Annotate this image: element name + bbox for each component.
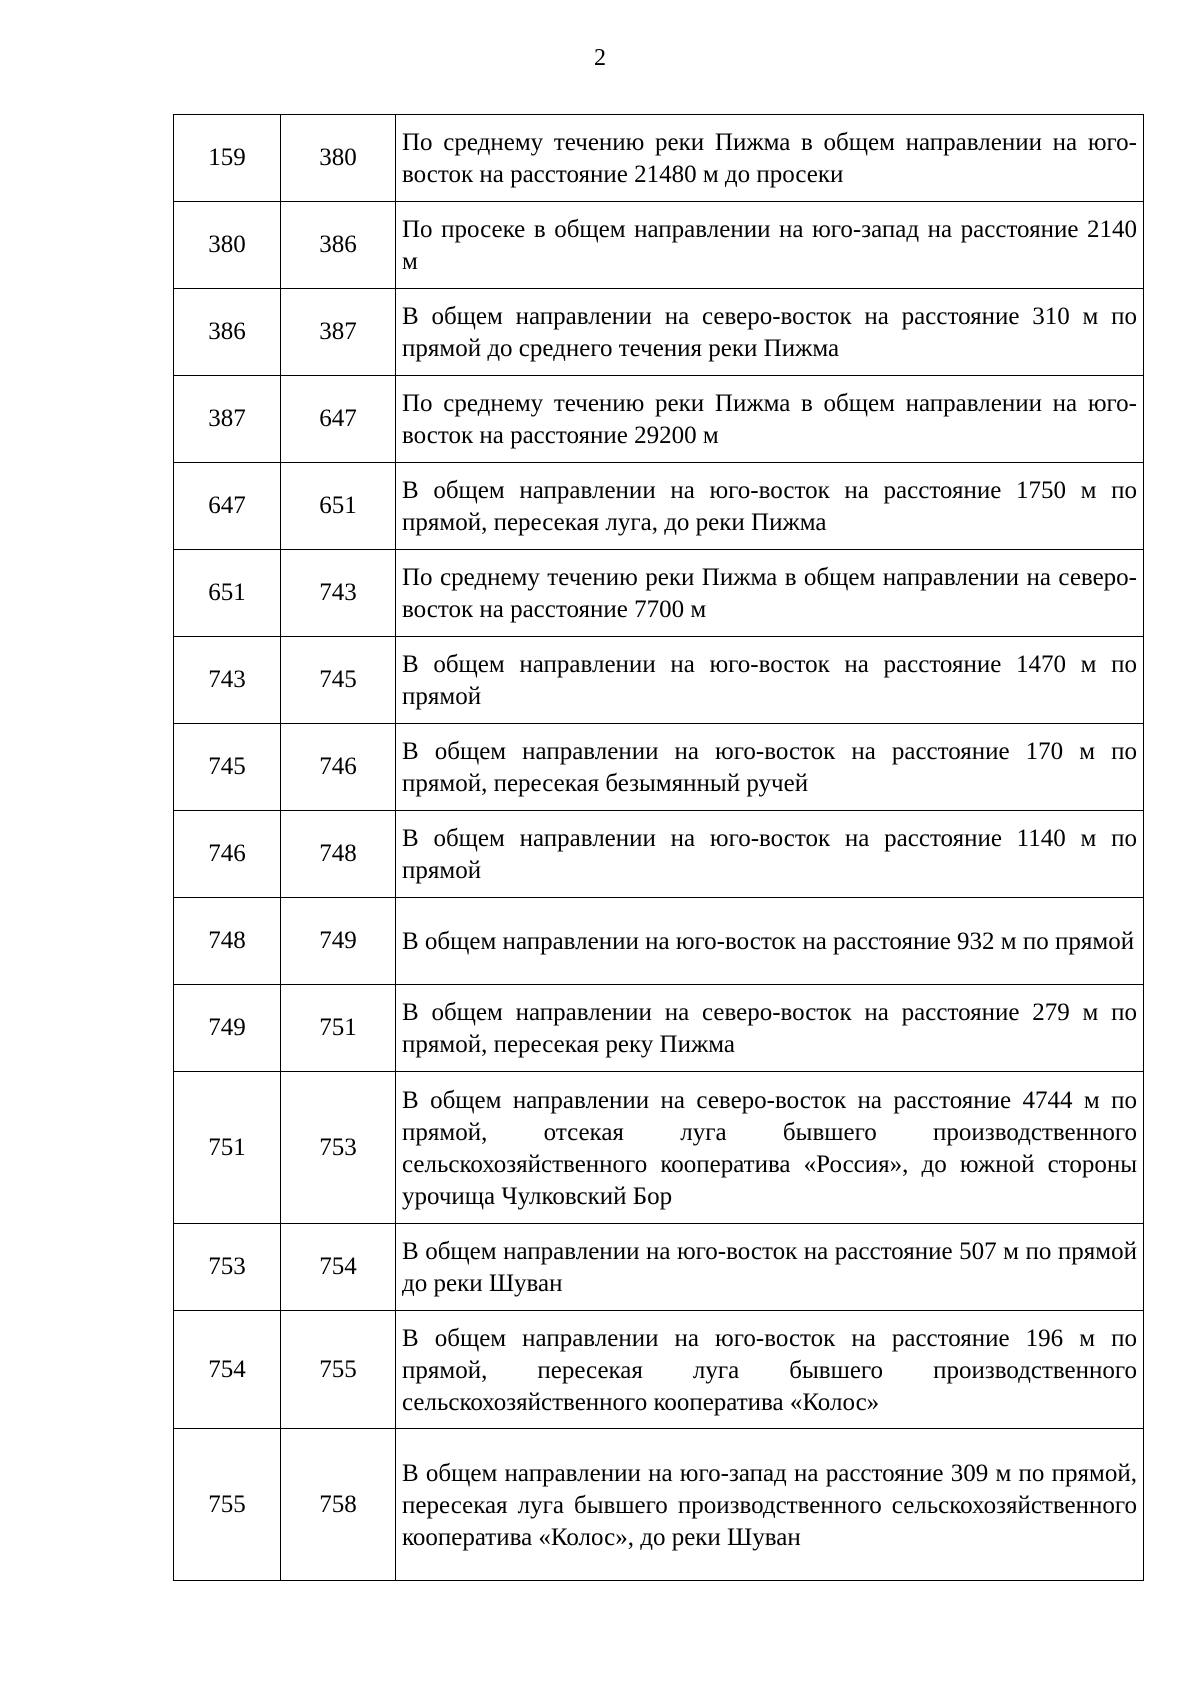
table-row xyxy=(174,637,1144,724)
boundary-description-cell: В общем направлении на юго-восток на расстояние 1750 м по прямой, пересекая луга, до реки Пижма xyxy=(396,463,1144,550)
table-row xyxy=(174,1429,1144,1581)
boundary-description-cell: В общем направлении на юго-восток на расстояние 507 м по прямой до реки Шуван xyxy=(396,1224,1144,1311)
point-from-cell: 755 xyxy=(174,1429,281,1581)
table-row xyxy=(174,1224,1144,1311)
boundary-description-cell: По среднему течению реки Пижма в общем направлении на юго-восток на расстояние 29200 м xyxy=(396,376,1144,463)
point-to-cell: 387 xyxy=(281,289,396,376)
boundary-description-cell: В общем направлении на северо-восток на расстояние 4744 м по прямой, отсекая луга бывшего производственного сельскохозяйственного кооператива «Россия», до южной стороны урочища Чулковский Бор xyxy=(396,1072,1144,1224)
point-from-cell: 745 xyxy=(174,724,281,811)
point-to-cell: 746 xyxy=(281,724,396,811)
point-to-cell: 647 xyxy=(281,376,396,463)
point-to-cell: 651 xyxy=(281,463,396,550)
point-from-cell: 751 xyxy=(174,1072,281,1224)
boundary-description-cell: В общем направлении на северо-восток на расстояние 310 м по прямой до среднего течения реки Пижма xyxy=(396,289,1144,376)
boundary-description-table xyxy=(173,114,1144,1581)
table-row xyxy=(174,550,1144,637)
table-row xyxy=(174,985,1144,1072)
point-from-cell: 380 xyxy=(174,202,281,289)
boundary-description-cell: В общем направлении на юго-восток на расстояние 932 м по прямой xyxy=(396,898,1144,985)
boundary-description-cell: В общем направлении на юго-восток на расстояние 170 м по прямой, пересекая безымянный ручей xyxy=(396,724,1144,811)
point-to-cell: 753 xyxy=(281,1072,396,1224)
boundary-description-cell: По среднему течению реки Пижма в общем направлении на юго-восток на расстояние 21480 м до просеки xyxy=(396,115,1144,202)
point-from-cell: 754 xyxy=(174,1311,281,1429)
table-row xyxy=(174,376,1144,463)
point-to-cell: 748 xyxy=(281,811,396,898)
point-from-cell: 749 xyxy=(174,985,281,1072)
boundary-description-cell: По среднему течению реки Пижма в общем направлении на северо-восток на расстояние 7700 м xyxy=(396,550,1144,637)
point-from-cell: 748 xyxy=(174,898,281,985)
point-to-cell: 380 xyxy=(281,115,396,202)
point-to-cell: 743 xyxy=(281,550,396,637)
table-row xyxy=(174,898,1144,985)
point-from-cell: 386 xyxy=(174,289,281,376)
point-from-cell: 743 xyxy=(174,637,281,724)
table-row xyxy=(174,1072,1144,1224)
table-row xyxy=(174,1311,1144,1429)
boundary-description-cell: В общем направлении на юго-восток на расстояние 1140 м по прямой xyxy=(396,811,1144,898)
point-to-cell: 755 xyxy=(281,1311,396,1429)
page-number: 2 xyxy=(594,45,606,71)
boundary-description-cell: По просеке в общем направлении на юго-запад на расстояние 2140 м xyxy=(396,202,1144,289)
point-to-cell: 758 xyxy=(281,1429,396,1581)
point-from-cell: 387 xyxy=(174,376,281,463)
boundary-description-cell: В общем направлении на юго-восток на расстояние 196 м по прямой, пересекая луга бывшего производственного сельскохозяйственного кооператива «Колос» xyxy=(396,1311,1144,1429)
point-from-cell: 651 xyxy=(174,550,281,637)
point-to-cell: 386 xyxy=(281,202,396,289)
table-row xyxy=(174,115,1144,202)
point-to-cell: 754 xyxy=(281,1224,396,1311)
table-body xyxy=(174,115,1144,1581)
boundary-description-cell: В общем направлении на северо-восток на расстояние 279 м по прямой, пересекая реку Пижма xyxy=(396,985,1144,1072)
table-row xyxy=(174,463,1144,550)
point-to-cell: 751 xyxy=(281,985,396,1072)
point-from-cell: 647 xyxy=(174,463,281,550)
table-row xyxy=(174,724,1144,811)
point-from-cell: 159 xyxy=(174,115,281,202)
point-from-cell: 746 xyxy=(174,811,281,898)
point-from-cell: 753 xyxy=(174,1224,281,1311)
boundary-description-cell: В общем направлении на юго-запад на расстояние 309 м по прямой, пересекая луга бывшего производственного сельскохозяйственного кооператива «Колос», до реки Шуван xyxy=(396,1429,1144,1581)
table-row xyxy=(174,811,1144,898)
point-to-cell: 745 xyxy=(281,637,396,724)
table-row xyxy=(174,202,1144,289)
boundary-description-cell: В общем направлении на юго-восток на расстояние 1470 м по прямой xyxy=(396,637,1144,724)
table-row xyxy=(174,289,1144,376)
point-to-cell: 749 xyxy=(281,898,396,985)
